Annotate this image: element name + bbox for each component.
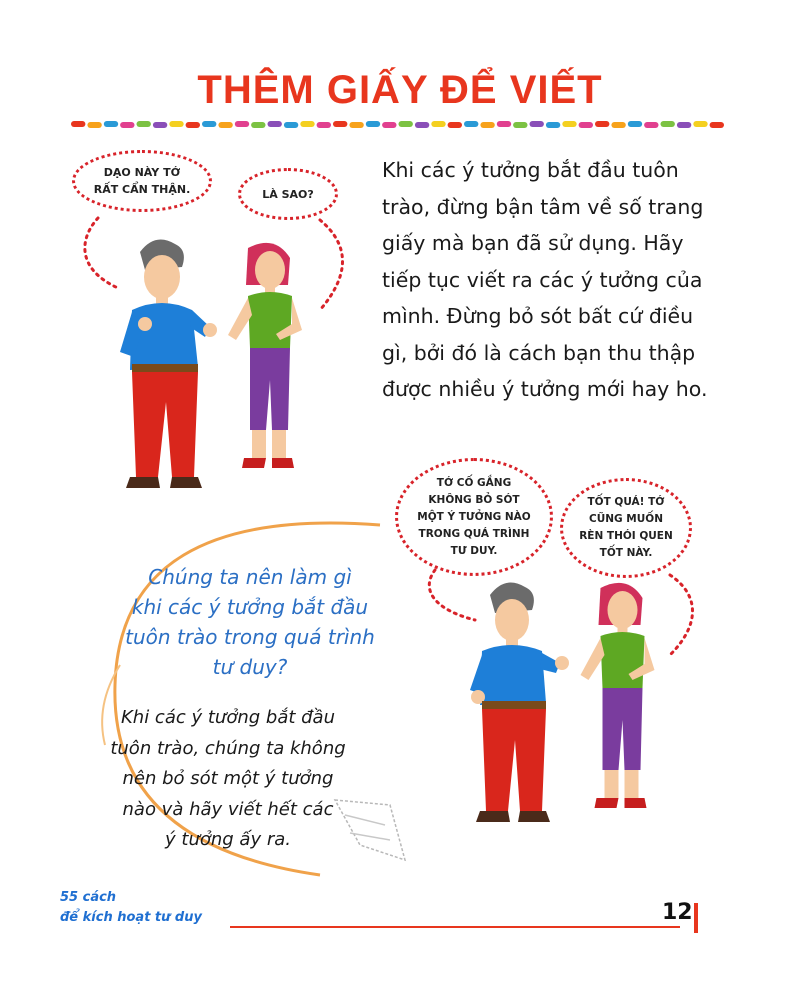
page-number-bar — [694, 903, 698, 933]
series-title-line: 55 cách — [60, 890, 117, 905]
body-line: gì, bởi đó là cách bạn thu thập — [382, 340, 696, 365]
stripe-segment — [186, 122, 200, 128]
bubble-text-line: TƯ DUY. — [450, 544, 498, 557]
stripe-segment — [382, 122, 396, 128]
question-line: tuôn trào trong quá trình — [125, 625, 375, 649]
body-line: được nhiều ý tưởng mới hay ho. — [382, 377, 708, 401]
stripe-segment — [513, 122, 527, 128]
girl-illustration — [220, 240, 310, 480]
boy-illustration — [455, 575, 575, 825]
answer-line: Khi các ý tưởng bắt đầu — [121, 707, 335, 728]
body-line: tiếp tục viết ra các ý tưởng của — [382, 267, 703, 292]
question-text — [120, 562, 380, 682]
stripe-segment — [317, 122, 331, 128]
answer-line: nên bỏ sót một ý tưởng — [122, 768, 334, 789]
stripe-segment — [611, 122, 625, 128]
stripe-segment — [710, 122, 724, 128]
stripe-segment — [251, 122, 265, 128]
stripe-segment — [268, 121, 282, 127]
body-paragraph — [382, 152, 708, 408]
bubble-text-line: TỚ CỐ GẮNG — [436, 476, 512, 489]
answer-line: tuôn trào, chúng ta không — [110, 737, 346, 759]
speech-bubble-boy-top — [72, 150, 212, 212]
answer-line: ý tưởng ấy ra. — [165, 829, 291, 850]
series-title-line: để kích hoạt tư duy — [60, 910, 202, 925]
page-title: THÊM GIẤY ĐỂ VIẾT — [197, 68, 603, 112]
stripe-segment — [349, 122, 363, 128]
bubble-text-line: CŨNG MUỐN — [589, 513, 663, 525]
bubble-text-line: KHÔNG BỎ SÓT — [428, 493, 520, 506]
stripe-segment — [366, 121, 380, 127]
stripe-segment — [104, 121, 118, 127]
bubble-text-line: TỐT NÀY. — [599, 547, 653, 559]
stripe-segment — [448, 122, 462, 128]
bubble-text-line: RẤT CẨN THẬN. — [93, 183, 191, 196]
stripe-segment — [530, 121, 544, 127]
stripe-segment — [284, 122, 298, 128]
stripe-segment — [300, 121, 314, 127]
book-series-title — [60, 888, 202, 928]
body-line: Khi các ý tưởng bắt đầu tuôn — [382, 158, 679, 182]
girl-illustration — [570, 580, 665, 820]
page-number: 12 — [662, 900, 693, 925]
bubble-text-line: DẠO NÀY TỚ — [103, 166, 181, 179]
stripe-segment — [480, 122, 494, 128]
stripe-segment — [333, 121, 347, 127]
question-line: tư duy? — [212, 655, 288, 679]
color-stripe-divider — [70, 120, 725, 130]
bubble-text-line: RÈN THÓI QUEN — [579, 530, 673, 542]
stripe-segment — [415, 122, 429, 128]
question-line: khi các ý tưởng bắt đầu — [131, 595, 369, 619]
boy-illustration — [110, 232, 220, 492]
bubble-text-line: LÀ SAO? — [262, 187, 314, 201]
bubble-text-line: TỐT QUÁ! TỚ — [587, 496, 665, 508]
footer-divider — [230, 926, 680, 928]
stripe-segment — [169, 121, 183, 127]
bubble-text-line: TRONG QUÁ TRÌNH — [418, 527, 530, 540]
stripe-segment — [202, 121, 216, 127]
bubble-text-line: MỘT Ý TƯỞNG NÀO — [417, 510, 531, 523]
stripe-segment — [497, 121, 511, 127]
stripe-segment — [562, 121, 576, 127]
question-line: Chúng ta nên làm gì — [148, 565, 352, 589]
stripe-segment — [546, 122, 560, 128]
answer-line: nào và hãy viết hết các — [122, 798, 334, 820]
stripe-segment — [153, 122, 167, 128]
stripe-segment — [579, 122, 593, 128]
stripe-segment — [464, 121, 478, 127]
speech-bubble-girl-bottom — [560, 478, 692, 578]
body-line: giấy mà bạn đã sử dụng. Hãy — [382, 231, 684, 255]
speech-bubble-girl-top — [238, 168, 338, 220]
stripe-segment — [235, 121, 249, 127]
body-line: trào, đừng bận tâm về số trang — [382, 194, 704, 219]
stripe-segment — [120, 122, 134, 128]
stripe-segment — [137, 121, 151, 127]
answer-text — [98, 703, 358, 856]
stripe-segment — [595, 121, 609, 127]
stripe-segment — [431, 121, 445, 127]
stripe-segment — [644, 122, 658, 128]
stripe-segment — [71, 121, 85, 127]
stripe-segment — [399, 121, 413, 127]
stripe-segment — [677, 122, 691, 128]
stripe-segment — [693, 121, 707, 127]
body-line: mình. Đừng bỏ sót bất cứ điều — [382, 304, 694, 328]
stripe-segment — [87, 122, 101, 128]
stripe-segment — [628, 121, 642, 127]
stripe-segment — [218, 122, 232, 128]
stripe-segment — [661, 121, 675, 127]
